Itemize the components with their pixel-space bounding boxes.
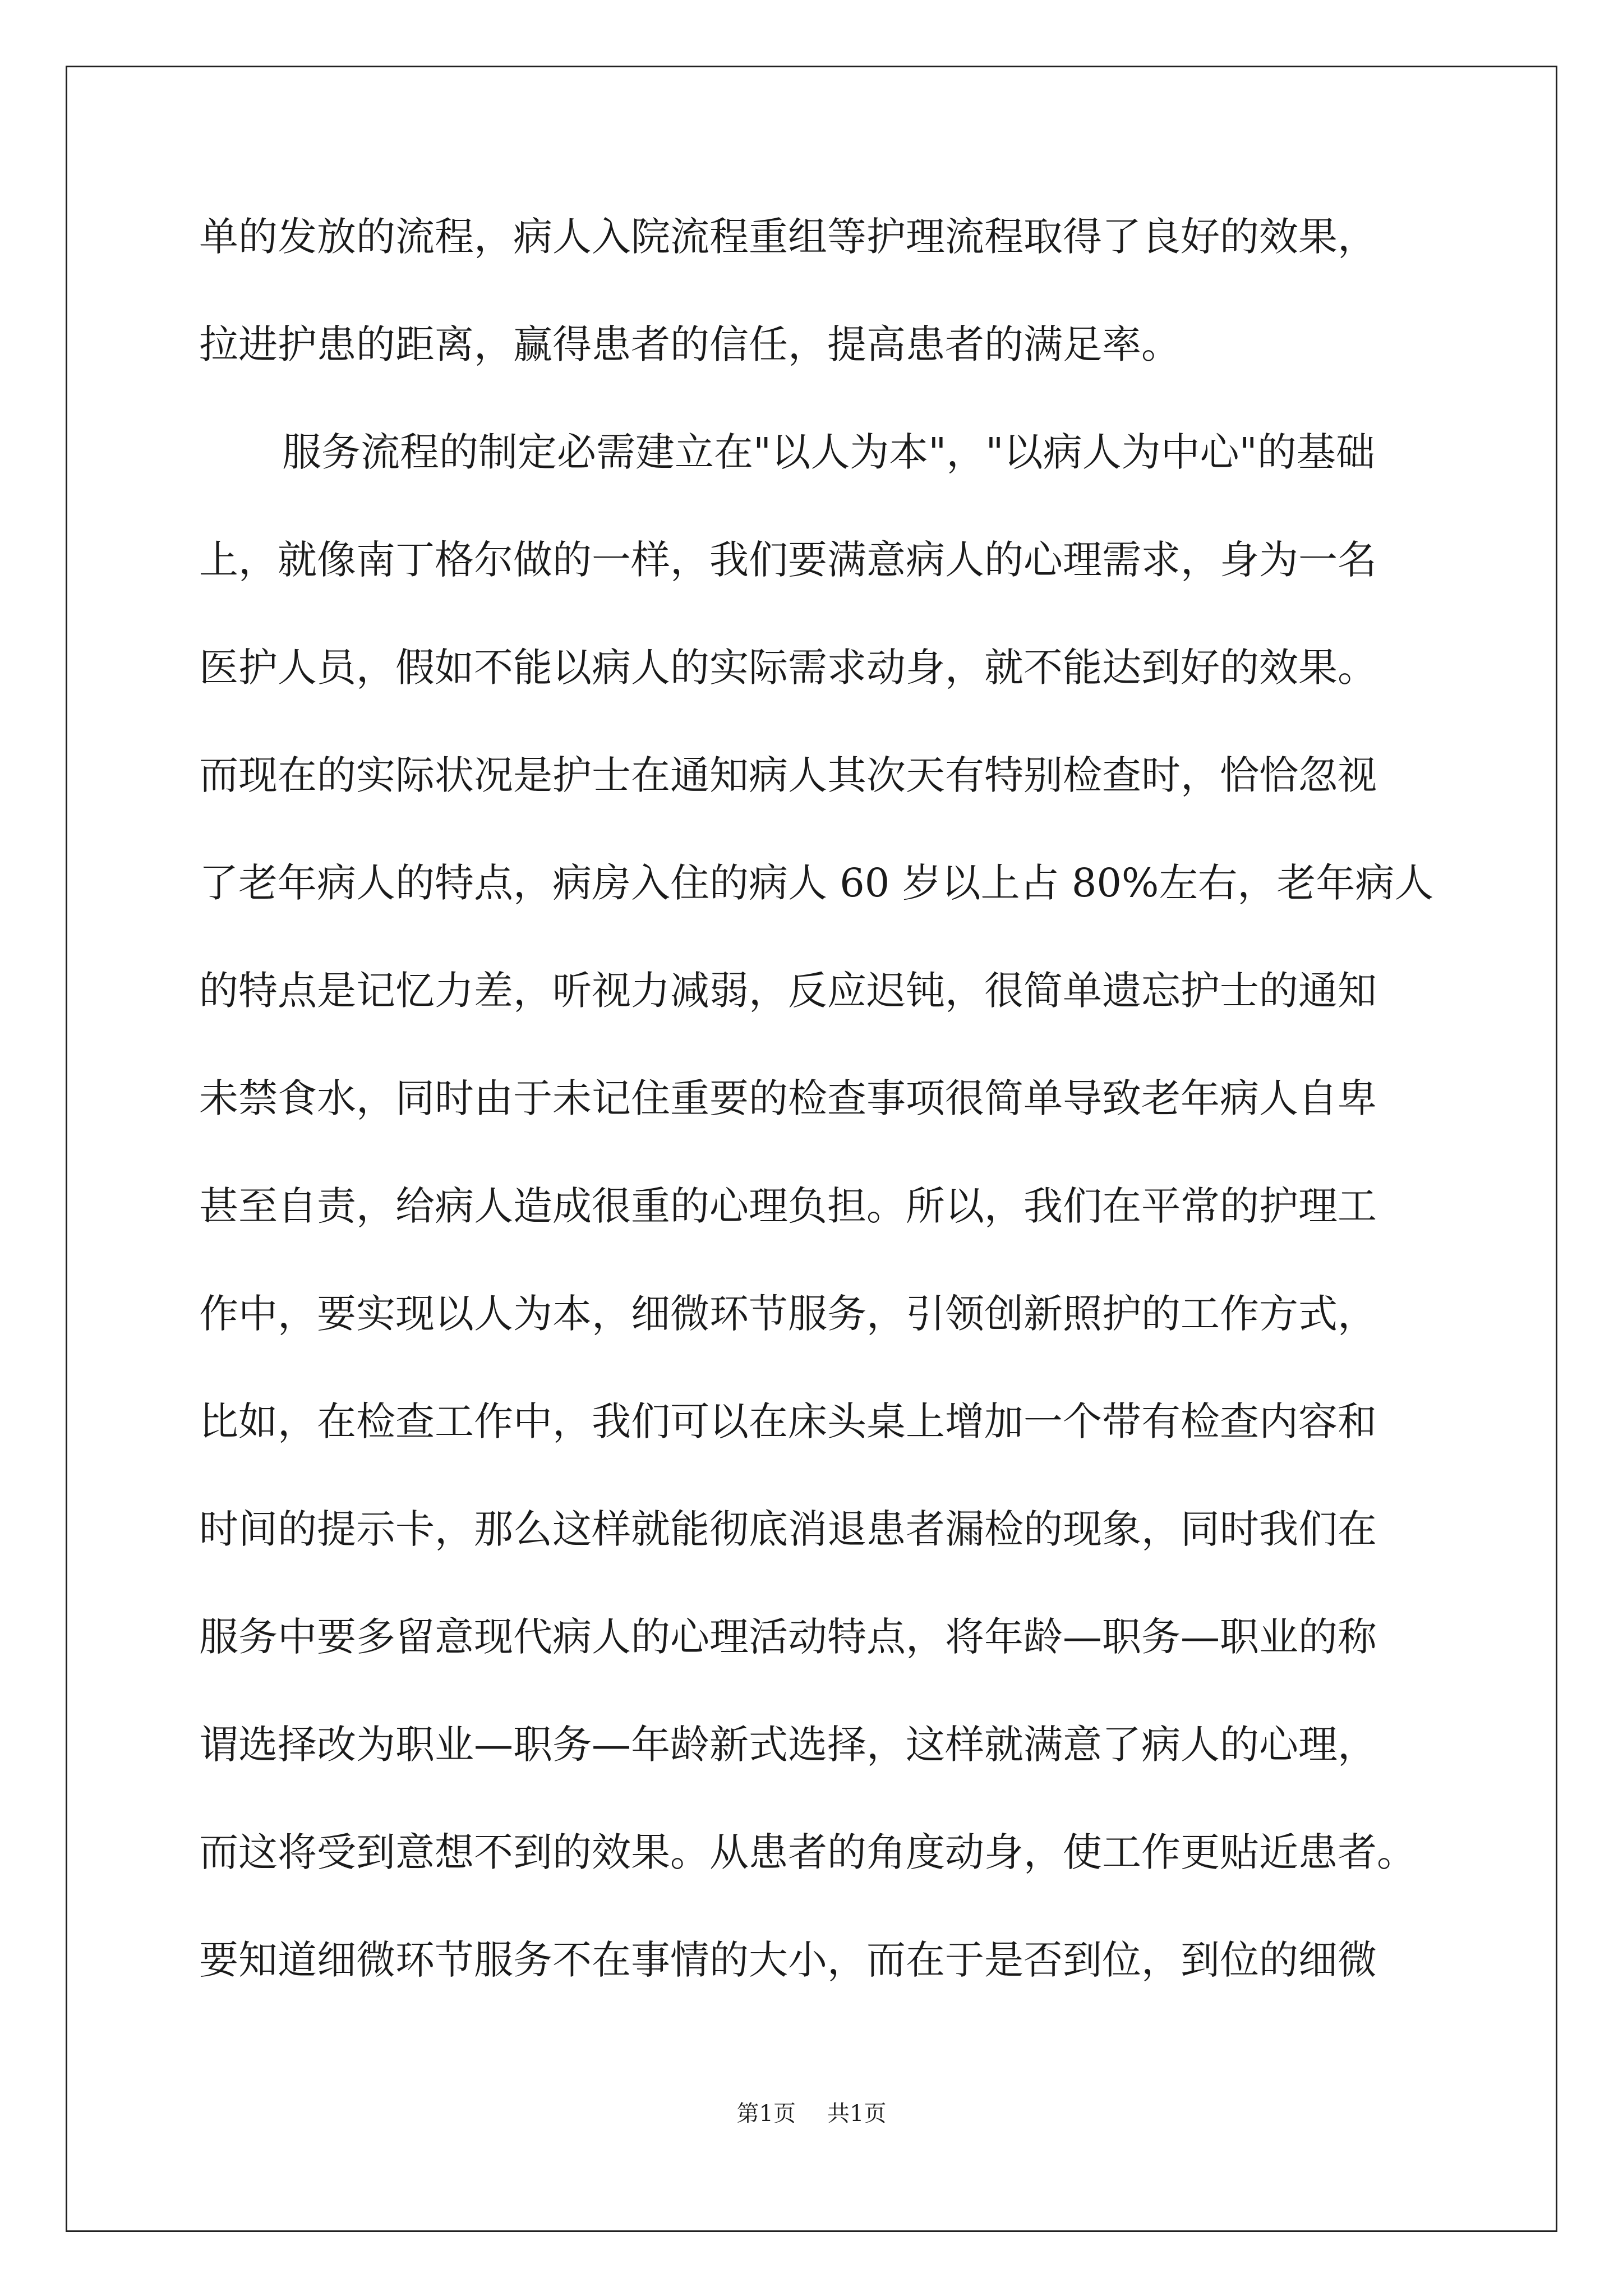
document-body: [199, 209, 1467, 2040]
text-line: 甚至自责，给病人造成很重的心理负担。所以，我们在平常的护理工: [199, 1183, 1377, 1229]
text-line: 谓选择改为职业—职务—年龄新式选择，这样就满意了病人的心理，: [199, 1722, 1377, 1768]
text-line: 单的发放的流程，病人入院流程重组等护理流程取得了良好的效果，: [199, 214, 1377, 260]
text-line: 了老年病人的特点，病房入住的病人 60 岁以上占 80%左右，老年病人: [199, 860, 1434, 906]
text-line: 上，就像南丁格尔做的一样，我们要满意病人的心理需求，身为一名: [199, 537, 1377, 583]
text-line: 的特点是记忆力差，听视力减弱，反应迟钝，很简单遗忘护士的通知: [199, 968, 1377, 1014]
text-line: 作中，要实现以人为本，细微环节服务，引领创新照护的工作方式，: [199, 1291, 1377, 1337]
text-line: 未禁食水，同时由于未记住重要的检查事项很简单导致老年病人自卑: [199, 1075, 1377, 1121]
text-line: 比如，在检查工作中，我们可以在床头桌上增加一个带有检查内容和: [199, 1398, 1377, 1444]
text-line: 拉进护患的距离，赢得患者的信任，提高患者的满足率。: [199, 321, 1181, 367]
text-line: 要知道细微环节服务不在事情的大小，而在于是否到位，到位的细微: [199, 1937, 1377, 1983]
text-line: 服务中要多留意现代病人的心理活动特点，将年龄—职务—职业的称: [199, 1614, 1377, 1660]
text-line: 而现在的实际状况是护士在通知病人其次天有特别检查时，恰恰忽视: [199, 752, 1377, 798]
page-number: 第1页: [736, 2101, 796, 2127]
text-line: 服务流程的制定必需建立在"以人为本"，"以病人为中心"的基础: [282, 429, 1375, 475]
text-line: 而这将受到意想不到的效果。从患者的角度动身，使工作更贴近患者。: [199, 1829, 1416, 1875]
page-footer: [0, 2096, 1623, 2128]
page-total: 共1页: [827, 2101, 887, 2127]
text-line: 时间的提示卡，那么这样就能彻底消退患者漏检的现象，同时我们在: [199, 1506, 1377, 1552]
text-line: 医护人员，假如不能以病人的实际需求动身，就不能达到好的效果。: [199, 645, 1377, 691]
